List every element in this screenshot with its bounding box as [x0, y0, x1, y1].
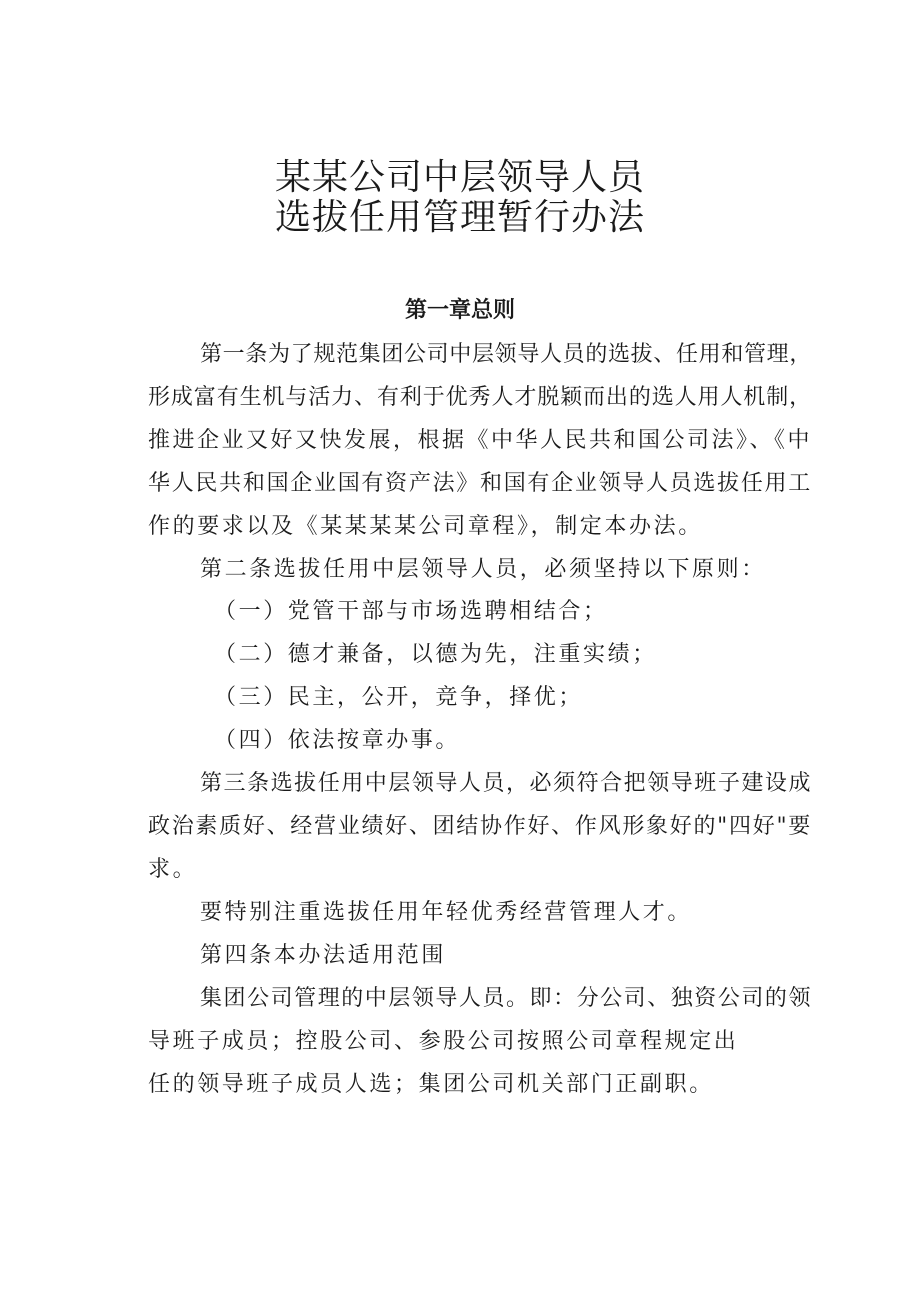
article-2-item: （一）党管干部与市场选聘相结合； [214, 599, 608, 624]
article-3-line: 第三条选拔任用中层领导人员，必须符合把领导班子建设成 [200, 771, 812, 796]
article-1-line: 作的要求以及《某某某某公司章程》，制定本办法。 [148, 514, 703, 539]
article-3-note: 要特别注重选拔任用年轻优秀经营管理人才。 [200, 900, 693, 925]
article-4-line: 任的领导班子成员人选；集团公司机关部门正副职。 [148, 1072, 714, 1097]
article-1-line: 华人民共和国企业国有资产法》和国有企业领导人员选拔任用工 [148, 471, 812, 496]
article-4-line: 集团公司管理的中层领导人员。即：分公司、独资公司的领 [200, 986, 812, 1011]
article-1-line: 第一条为了规范集团公司中层领导人员的选拔、任用和管理， [200, 342, 812, 367]
article-2-intro: 第二条选拔任用中层领导人员，必须坚持以下原则： [200, 557, 766, 582]
article-2-item: （四）依法按章办事。 [214, 728, 461, 753]
article-4-line: 导班子成员；控股公司、参股公司按照公司章程规定出 [148, 1029, 739, 1054]
document-title-line-1: 某某公司中层领导人员 [274, 157, 645, 198]
chapter-heading: 第一章总则 [404, 298, 515, 323]
article-3-line: 政治素质好、经营业绩好、团结协作好、作风形象好的"四好"要 [148, 814, 812, 839]
article-4-heading: 第四条本办法适用范围 [200, 943, 447, 968]
article-1-line: 形成富有生机与活力、有利于优秀人才脱颖而出的选人用人机制， [148, 385, 812, 410]
document-title-line-2: 选拔任用管理暂行办法 [274, 197, 645, 238]
article-2-item: （二）德才兼备，以德为先，注重实绩； [214, 642, 657, 667]
article-3-line: 求。 [148, 857, 198, 882]
article-2-item: （三）民主，公开，竞争，择优； [214, 685, 584, 710]
article-1-line: 推进企业又好又快发展，根据《中华人民共和国公司法》、《中 [148, 428, 812, 453]
